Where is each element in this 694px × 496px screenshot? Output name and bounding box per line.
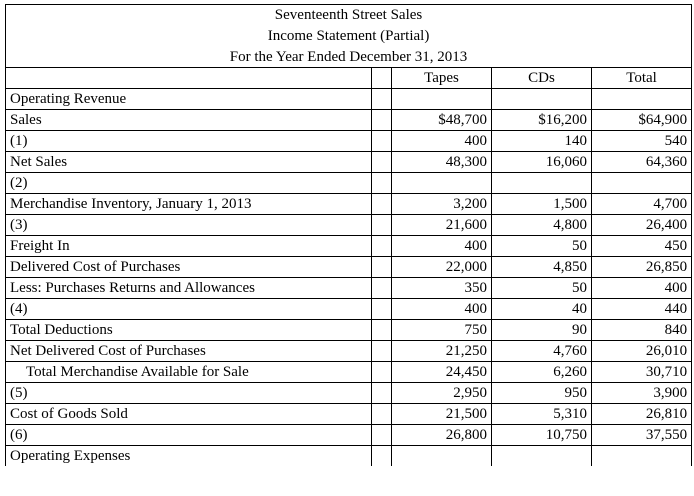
row-label: Operating Expenses	[6, 446, 372, 467]
income-statement-sheet	[5, 4, 691, 496]
row-spacer	[372, 152, 392, 173]
row-tapes-value: 24,450	[392, 362, 492, 383]
row-cds-value	[492, 173, 592, 194]
row-tapes-value	[392, 446, 492, 467]
row-label: Delivered Cost of Purchases	[6, 257, 372, 278]
row-cds-value: 4,760	[492, 341, 592, 362]
table-row	[6, 110, 692, 131]
statement-period: For the Year Ended December 31, 2013	[6, 47, 692, 68]
row-label: Freight In	[6, 236, 372, 257]
row-total-value: 26,810	[592, 404, 692, 425]
row-label: Less: Purchases Returns and Allowances	[6, 278, 372, 299]
row-spacer	[372, 404, 392, 425]
row-spacer	[372, 299, 392, 320]
table-row	[6, 194, 692, 215]
row-label: (2)	[6, 173, 372, 194]
row-tapes-value: 750	[392, 320, 492, 341]
row-total-value: 64,360	[592, 152, 692, 173]
row-cds-value	[492, 89, 592, 110]
table-row	[6, 236, 692, 257]
table-row	[6, 320, 692, 341]
table-row	[6, 215, 692, 236]
row-total-value: 840	[592, 320, 692, 341]
row-tapes-value: 48,300	[392, 152, 492, 173]
row-tapes-value	[392, 89, 492, 110]
header-row-period	[6, 47, 692, 68]
table-row	[6, 257, 692, 278]
row-label: (6)	[6, 425, 372, 446]
row-label: (5)	[6, 383, 372, 404]
row-total-value: 26,850	[592, 257, 692, 278]
row-cds-value: 5,310	[492, 404, 592, 425]
row-tapes-value: 3,200	[392, 194, 492, 215]
row-label: Net Delivered Cost of Purchases	[6, 341, 372, 362]
row-spacer	[372, 320, 392, 341]
column-header-cds: CDs	[492, 68, 592, 89]
table-row	[6, 446, 692, 467]
row-label: Total Merchandise Available for Sale	[6, 362, 372, 383]
row-total-value: 440	[592, 299, 692, 320]
row-label: Cost of Goods Sold	[6, 404, 372, 425]
row-cds-value: 10,750	[492, 425, 592, 446]
row-label: (3)	[6, 215, 372, 236]
table-row	[6, 425, 692, 446]
row-total-value: 37,550	[592, 425, 692, 446]
column-header-tapes: Tapes	[392, 68, 492, 89]
row-tapes-value: $48,700	[392, 110, 492, 131]
company-name: Seventeenth Street Sales	[6, 5, 692, 26]
row-label: Net Sales	[6, 152, 372, 173]
row-spacer	[372, 278, 392, 299]
row-spacer	[372, 425, 392, 446]
row-tapes-value: 400	[392, 131, 492, 152]
row-cds-value: 4,850	[492, 257, 592, 278]
row-spacer	[372, 215, 392, 236]
column-header-label	[6, 68, 372, 89]
income-statement-table	[5, 4, 692, 466]
row-cds-value: $16,200	[492, 110, 592, 131]
row-cds-value: 16,060	[492, 152, 592, 173]
header-row-company	[6, 5, 692, 26]
row-cds-value: 50	[492, 236, 592, 257]
row-total-value: 540	[592, 131, 692, 152]
row-cds-value	[492, 446, 592, 467]
row-spacer	[372, 362, 392, 383]
table-row	[6, 152, 692, 173]
row-tapes-value: 22,000	[392, 257, 492, 278]
row-total-value: 26,010	[592, 341, 692, 362]
table-row	[6, 341, 692, 362]
row-label: (1)	[6, 131, 372, 152]
row-total-value: $64,900	[592, 110, 692, 131]
row-cds-value: 40	[492, 299, 592, 320]
row-tapes-value: 2,950	[392, 383, 492, 404]
table-row	[6, 89, 692, 110]
row-cds-value: 950	[492, 383, 592, 404]
row-spacer	[372, 257, 392, 278]
row-tapes-value: 21,600	[392, 215, 492, 236]
row-tapes-value: 21,500	[392, 404, 492, 425]
row-label: Operating Revenue	[6, 89, 372, 110]
row-label: (4)	[6, 299, 372, 320]
row-spacer	[372, 383, 392, 404]
table-row	[6, 131, 692, 152]
row-spacer	[372, 236, 392, 257]
row-spacer	[372, 89, 392, 110]
row-total-value: 4,700	[592, 194, 692, 215]
row-total-value: 3,900	[592, 383, 692, 404]
column-header-spacer	[372, 68, 392, 89]
row-label: Total Deductions	[6, 320, 372, 341]
row-total-value: 400	[592, 278, 692, 299]
row-tapes-value: 350	[392, 278, 492, 299]
row-total-value	[592, 89, 692, 110]
row-spacer	[372, 446, 392, 467]
row-label: Sales	[6, 110, 372, 131]
table-row	[6, 278, 692, 299]
table-row	[6, 173, 692, 194]
row-total-value	[592, 173, 692, 194]
row-tapes-value: 400	[392, 236, 492, 257]
row-tapes-value: 21,250	[392, 341, 492, 362]
row-total-value	[592, 446, 692, 467]
header-row-statement	[6, 26, 692, 47]
row-cds-value: 50	[492, 278, 592, 299]
table-row	[6, 299, 692, 320]
row-total-value: 26,400	[592, 215, 692, 236]
column-header-total: Total	[592, 68, 692, 89]
table-row	[6, 362, 692, 383]
row-label: Merchandise Inventory, January 1, 2013	[6, 194, 372, 215]
column-header-row	[6, 68, 692, 89]
row-cds-value: 1,500	[492, 194, 592, 215]
row-spacer	[372, 173, 392, 194]
table-row	[6, 383, 692, 404]
row-tapes-value	[392, 173, 492, 194]
row-total-value: 450	[592, 236, 692, 257]
row-spacer	[372, 131, 392, 152]
row-cds-value: 6,260	[492, 362, 592, 383]
row-spacer	[372, 110, 392, 131]
statement-title: Income Statement (Partial)	[6, 26, 692, 47]
row-tapes-value: 400	[392, 299, 492, 320]
table-row	[6, 404, 692, 425]
row-tapes-value: 26,800	[392, 425, 492, 446]
row-cds-value: 90	[492, 320, 592, 341]
row-total-value: 30,710	[592, 362, 692, 383]
row-cds-value: 140	[492, 131, 592, 152]
row-cds-value: 4,800	[492, 215, 592, 236]
row-spacer	[372, 341, 392, 362]
row-spacer	[372, 194, 392, 215]
